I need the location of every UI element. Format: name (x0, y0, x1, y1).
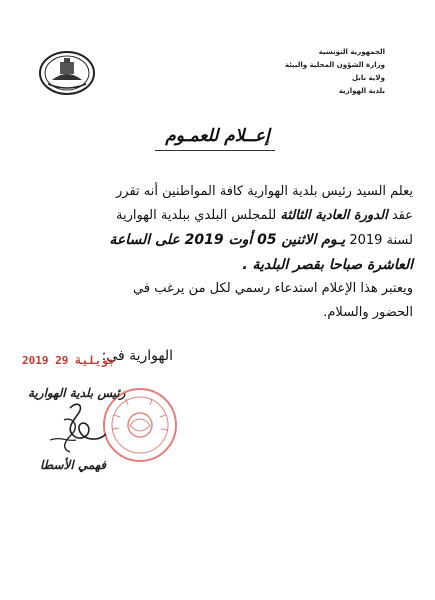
header-line-republic: الجمهورية التونسية (318, 48, 385, 56)
body-line-6: الحضور والسلام. (323, 305, 413, 320)
body-line-5: ويعتبر هذا الإعلام استدعاء رسمي لكل من يرغب في (133, 281, 413, 296)
body-line-2: عقد الدورة العادية الثالثة للمجلس البلدي ببلدية الهوارية (115, 208, 413, 223)
title-underline (155, 150, 275, 151)
header-line-governorate: ولاية نابل (351, 74, 385, 82)
body-line-1: يعلم السيد رئيس بلدية الهوارية كافة المواطنين أنه تقرر (116, 184, 413, 199)
header-line-municipality: بلدية الهوارية (338, 87, 385, 95)
handwritten-signature-icon (20, 390, 120, 465)
body-line-4: العاشرة صباحا بقصر البلدية . (242, 257, 413, 273)
date-stamp: 2019 جويلية 29 (22, 354, 115, 367)
place-date-label: الهوارية في: (101, 348, 173, 364)
body-line-3: لسنة 2019 يـوم الاثنين 05 أوت 2019 على الساعة (109, 232, 413, 248)
header-block (265, 46, 385, 98)
municipality-logo-icon (38, 50, 96, 96)
announcement-body (20, 180, 413, 325)
header-line-ministry: وزارة الشؤون المحلية والبيئة (284, 61, 385, 69)
page-title: إعــلام للعمـوم (165, 126, 270, 146)
signer-name: فهمي الأسطا (40, 458, 107, 472)
signer-title: رئيس بلدية الهوارية (28, 386, 126, 400)
